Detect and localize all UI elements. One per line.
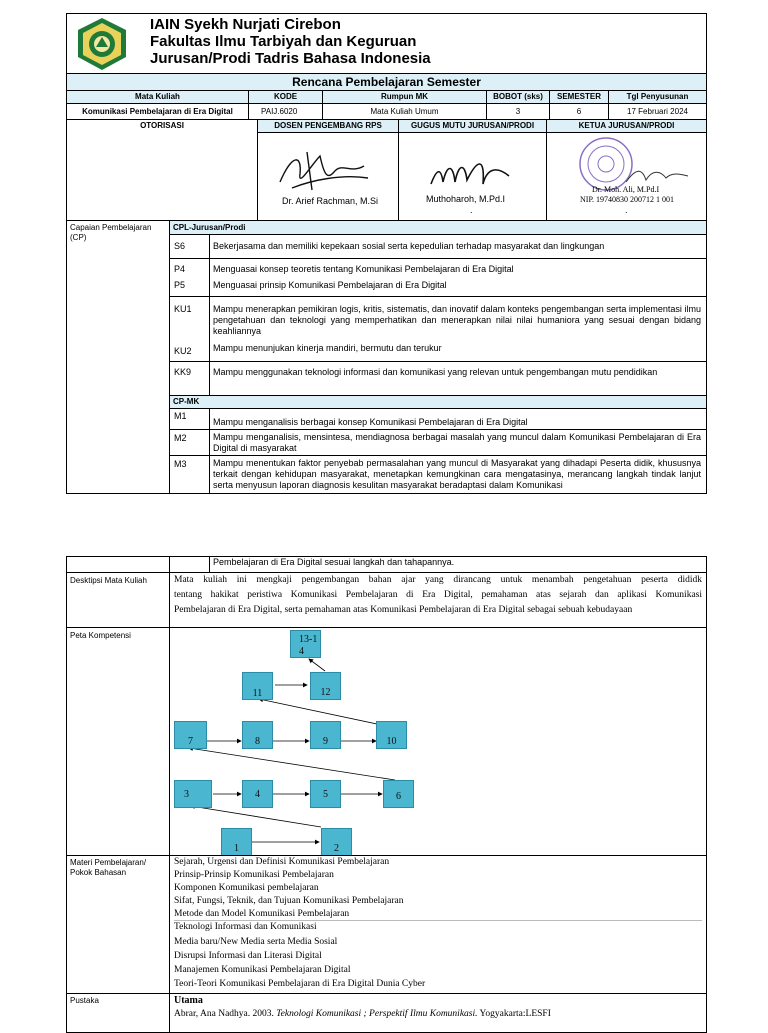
name-dosen: Dr. Arief Rachman, M.Si: [282, 196, 379, 206]
peta-label: Peta Kompetensi: [70, 631, 131, 640]
faculty-name: Fakultas Ilmu Tarbiyah dan Keguruan: [150, 33, 417, 50]
cp-text: Mampu menggunakan teknologi informasi dan komunikasi yang relevan untuk pengembangan mutu pendidikan: [213, 367, 658, 377]
dot-ketua: .: [625, 205, 628, 215]
materi-divider: [174, 920, 702, 921]
institution-name: IAIN Syekh Nurjati Cirebon: [150, 16, 341, 33]
course-code: PAIJ.6020: [248, 103, 323, 120]
otorisasi-text: OTORISASI: [140, 121, 184, 130]
col-bobot: BOBOT (sks): [486, 90, 550, 104]
competency-node-8: 8: [242, 721, 273, 749]
otorisasi-label: [66, 119, 258, 221]
cp-code: P5: [174, 280, 186, 290]
document-title: Rencana Pembelajaran Semester: [66, 73, 707, 91]
cpmk-continuation: Pembelajaran di Era Digital sesuai langkah dan tahapannya.: [213, 557, 455, 567]
materi-item: Sifat, Fungsi, Teknik, dan Tujuan Komunikasi Pembelajaran: [174, 896, 404, 906]
cp-code: KU1: [174, 304, 192, 314]
competency-node-4: 4: [242, 780, 273, 808]
cpmk-text: Mampu menentukan faktor penyebab permasalahan yang muncul di Masyarakat yang dihadapi Peserta didik, khususnya terkait dengan kehidupan masyarakat, menetapkan kemungkinan cara mengatasinya, merancang langkah tindak lanjut serta menyusun laporan diagnosis kesulitan masyarakat beradaptasi dalam Komunikasi: [213, 458, 701, 490]
deskripsi-line: Pembelajaran di Era Digital, serta pemahaman atas Komunikasi Pembelajaran di Era Digital sebagai sebuah kebudayaan: [174, 605, 633, 615]
col-semester: SEMESTER: [549, 90, 609, 104]
deskripsi-line: Mata kuliah ini mengkaji pengembangan bahan ajar yang dirancang untuk menambah pengetahuan peserta dididk: [174, 575, 702, 585]
materi-item: Prinsip-Prinsip Komunikasi Pembelajaran: [174, 870, 334, 880]
cpmk-text: Mampu menganalisis, mensintesa, mendiagnosa berbagai masalah yang muncul dalam Komunikasi Pembelajaran di Era Digital di masyarakat: [213, 432, 701, 453]
department-name: Jurusan/Prodi Tadris Bahasa Indonesia: [150, 50, 431, 67]
competency-node-5: 5: [310, 780, 341, 808]
pustaka-ref-title: Teknologi Komunikasi ; Perspektif Ilmu Komunikasi.: [276, 1009, 478, 1019]
cp-code: S6: [174, 241, 186, 251]
pustaka-ref-author: Abrar, Ana Nadhya. 2003.: [174, 1009, 277, 1019]
header-gugus: GUGUS MUTU JURUSAN/PRODI: [398, 119, 547, 133]
materi-item: Media baru/New Media serta Media Sosial: [174, 937, 338, 947]
materi-item: Sejarah, Urgensi dan Definisi Komunikasi Pembelajaran: [174, 857, 390, 867]
competency-node-10: 10: [376, 721, 407, 749]
pustaka-label: Pustaka: [70, 996, 99, 1005]
pustaka-utama: Utama: [174, 995, 203, 1006]
peta-label-cell: [66, 627, 170, 856]
col-rumpun: Rumpun MK: [322, 90, 487, 104]
col-tgl: Tgl Penyusunan: [608, 90, 707, 104]
materi-item: Komponen Komunikasi pembelajaran: [174, 883, 319, 893]
signature-gugus: [425, 150, 515, 200]
competency-node-6: 6: [383, 780, 414, 808]
pustaka-ref-publisher: Yogyakarta:LESFI: [477, 1009, 551, 1019]
cpmk-code: M3: [174, 459, 187, 469]
header-ketua: KETUA JURUSAN/PRODI: [546, 119, 707, 133]
materi-item: Manajemen Komunikasi Pembelajaran Digital: [174, 965, 351, 975]
cp-label-cell: [66, 220, 170, 494]
continuation-mid: [169, 556, 210, 573]
course-name: Komunikasi Pembelajaran di Era Digital: [66, 103, 249, 120]
cp-label: Capaian Pembelajaran (CP): [70, 223, 152, 242]
cp-text: Menguasai konsep teoretis tentang Komunikasi Pembelajaran di Era Digital: [213, 264, 514, 274]
competency-node-12: 12: [310, 672, 341, 700]
iain-logo: [76, 17, 128, 71]
materi-label: Materi Pembelajaran/ Pokok Bahasan: [70, 858, 147, 877]
cpl-header-text: CPL-Jurusan/Prodi: [173, 223, 246, 232]
materi-item: Teori-Teori Komunikasi Pembelajaran di Era Digital Dunia Cyber: [174, 979, 426, 989]
cp-code: KK9: [174, 367, 192, 377]
cp-text: Bekerjasama dan memiliki kepekaan sosial serta kepedulian terhadap masyarakat dan lingkungan: [213, 241, 605, 251]
deskripsi-label: Desktipsi Mata Kuliah: [70, 576, 147, 585]
cpmk-code: M2: [174, 433, 187, 443]
competency-node-9: 9: [310, 721, 341, 749]
dot-gugus: .: [470, 205, 473, 215]
course-bobot: 3: [486, 103, 550, 120]
cpmk-header: [169, 395, 707, 409]
col-kode: KODE: [248, 90, 323, 104]
competency-node-3: 3: [174, 780, 212, 808]
cp-text: Menguasai prinsip Komunikasi Pembelajaran di Era Digital: [213, 280, 447, 290]
materi-item: Disrupsi Informasi dan Literasi Digital: [174, 951, 322, 961]
competency-node-7: 7: [174, 721, 207, 749]
competency-node-1: 1: [221, 828, 252, 856]
competency-node-2: 2: [321, 828, 352, 856]
cp-code: KU2: [174, 346, 192, 356]
materi-item: Teknologi Informasi dan Komunikasi: [174, 922, 317, 932]
nip-ketua: NIP. 19740830 200712 1 001: [580, 195, 675, 204]
name-ketua: Dr. Moh. Ali, M.Pd.I: [592, 185, 660, 194]
materi-item: Metode dan Model Komunikasi Pembelajaran: [174, 909, 350, 919]
cp-text: Mampu menerapkan pemikiran logis, kritis, sistematis, dan inovatif dalam konteks pengembangan serta implementasi ilmu pengetahuan dan teknologi yang memperhatikan dan menerapkan nilai nilai humaniora yang sesuai dengan bidang keahliannya: [213, 304, 701, 336]
pustaka-reference: [174, 1009, 551, 1019]
course-date: 17 Februari 2024: [608, 103, 707, 120]
header-dosen: DOSEN PENGEMBANG RPS: [257, 119, 399, 133]
cpmk-text: Mampu menganalisis berbagai konsep Komunikasi Pembelajaran di Era Digital: [213, 417, 528, 427]
course-rumpun: Mata Kuliah Umum: [322, 103, 487, 120]
col-mata-kuliah: Mata Kuliah: [66, 90, 249, 104]
competency-node-13-14: 13-14: [290, 630, 321, 658]
name-gugus: Muthoharoh, M.Pd.I: [426, 194, 506, 204]
competency-node-11: 11: [242, 672, 273, 700]
continuation-left: [66, 556, 170, 573]
course-semester: 6: [549, 103, 609, 120]
deskripsi-line: tentang hakikat peristiwa Komunikasi Pembelajaran di Era Digital, pemahaman atas sejarah dan aplikasi Komunikasi: [174, 590, 702, 600]
cp-code: P4: [174, 264, 186, 274]
cp-text: Mampu menunjukan kinerja mandiri, bermutu dan terukur: [213, 343, 442, 353]
cpl-header: [169, 220, 707, 235]
cpmk-header-text: CP-MK: [173, 397, 200, 406]
signature-dosen: [272, 144, 372, 201]
cpmk-code: M1: [174, 411, 187, 421]
